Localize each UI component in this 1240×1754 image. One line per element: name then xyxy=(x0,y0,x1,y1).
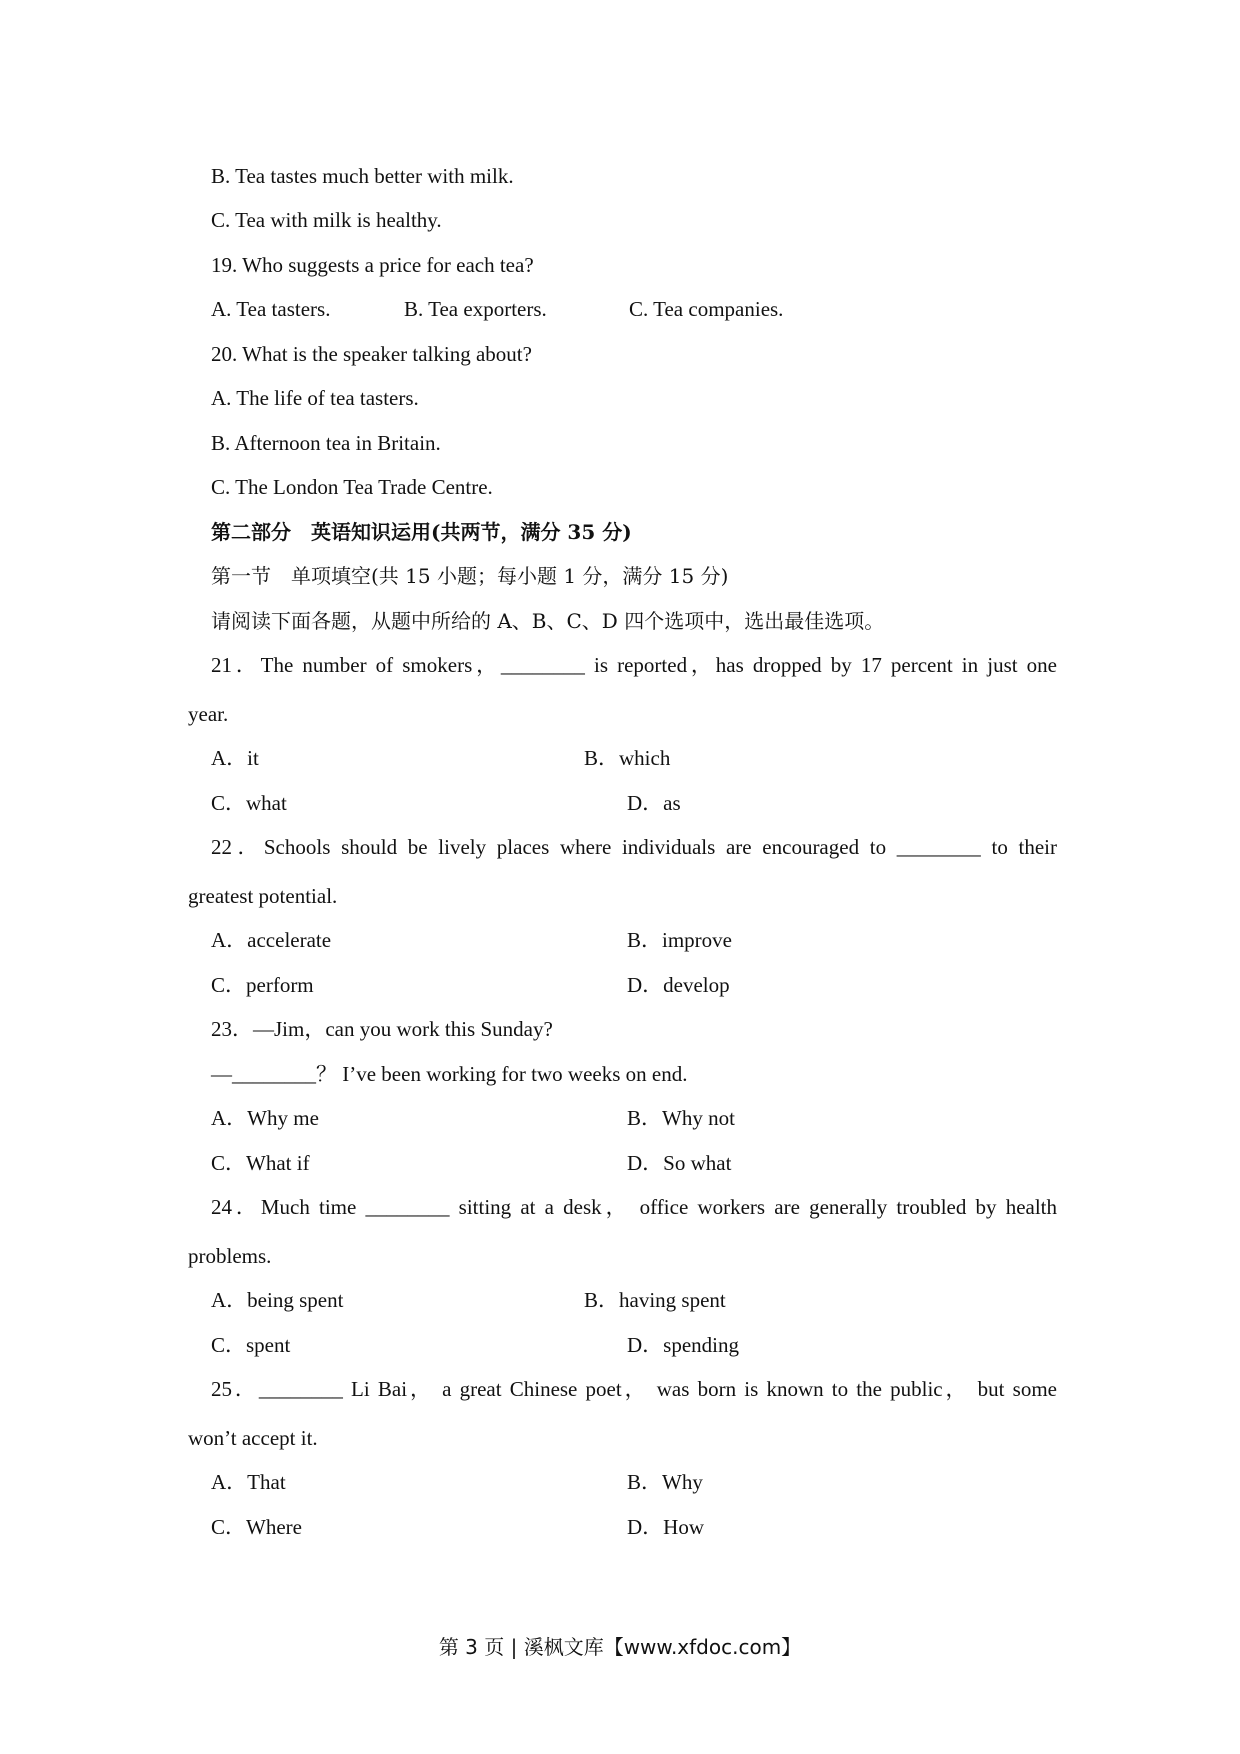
q21-option-d: D．as xyxy=(627,791,681,815)
q25-stem-line2: won’t accept it. xyxy=(188,1426,318,1450)
q22-stem-line2: greatest potential. xyxy=(188,884,338,908)
q23-stem-line2: —________？ I’ve been working for two weeks on end. xyxy=(211,1062,688,1086)
q20-option-c: C. The London Tea Trade Centre. xyxy=(211,475,493,499)
q25-option-d: D．How xyxy=(627,1515,704,1539)
q24-option-b: B．having spent xyxy=(584,1288,726,1312)
section1-heading: 第一节 单项填空(共 15 小题；每小题 1 分，满分 15 分) xyxy=(211,564,729,588)
q22-option-d: D．develop xyxy=(627,973,730,997)
q22-option-c: C．perform xyxy=(211,973,314,997)
q23-option-a: A．Why me xyxy=(211,1106,319,1130)
q24-stem-line2: problems. xyxy=(188,1244,272,1268)
q19-option-c: C. Tea companies. xyxy=(629,297,784,321)
q19-stem: 19. Who suggests a price for each tea? xyxy=(211,253,534,277)
q19-option-a: A. Tea tasters. xyxy=(211,297,331,321)
q20-stem: 20. What is the speaker talking about? xyxy=(211,342,532,366)
q21-option-a: A．it xyxy=(211,746,259,770)
q18-option-b: B. Tea tastes much better with milk. xyxy=(211,164,514,188)
q23-option-d: D．So what xyxy=(627,1151,732,1175)
q19-option-b: B. Tea exporters. xyxy=(404,297,547,321)
q23-option-c: C．What if xyxy=(211,1151,310,1175)
q21-stem-line2: year. xyxy=(188,702,229,726)
q23-option-b: B．Why not xyxy=(627,1106,735,1130)
q25-option-a: A．That xyxy=(211,1470,286,1494)
q24-stem-line1: 24．Much time ________ sitting at a desk， office workers are generally troubled by health xyxy=(211,1195,1057,1219)
q25-option-b: B．Why xyxy=(627,1470,703,1494)
q21-option-c: C．what xyxy=(211,791,287,815)
q22-option-a: A．accelerate xyxy=(211,928,332,952)
q21-option-b: B．which xyxy=(584,746,671,770)
q22-option-b: B．improve xyxy=(627,928,732,952)
part2-heading: 第二部分 英语知识运用(共两节，满分 35 分) xyxy=(211,520,632,544)
q23-stem-line1: 23．—Jim，can you work this Sunday? xyxy=(211,1017,553,1041)
q18-option-c: C. Tea with milk is healthy. xyxy=(211,208,442,232)
q25-option-c: C．Where xyxy=(211,1515,302,1539)
page-footer: 第 3 页 | 溪枫文库【www.xfdoc.com】 xyxy=(438,1635,802,1659)
q24-option-c: C．spent xyxy=(211,1333,291,1357)
instruction-text: 请阅读下面各题，从题中所给的 A、B、C、D 四个选项中，选出最佳选项。 xyxy=(211,609,885,633)
q24-option-d: D．spending xyxy=(627,1333,739,1357)
q20-option-a: A. The life of tea tasters. xyxy=(211,386,419,410)
q20-option-b: B. Afternoon tea in Britain. xyxy=(211,431,441,455)
q22-stem-line1: 22．Schools should be lively places where individuals are encouraged to ________ to their xyxy=(211,835,1057,859)
q24-option-a: A．being spent xyxy=(211,1288,344,1312)
q21-stem-line1: 21．The number of smokers，________ is reported，has dropped by 17 percent in just one xyxy=(211,653,1057,677)
q25-stem-line1: 25．________ Li Bai， a great Chinese poet， was born is known to the public， but some xyxy=(211,1377,1057,1401)
